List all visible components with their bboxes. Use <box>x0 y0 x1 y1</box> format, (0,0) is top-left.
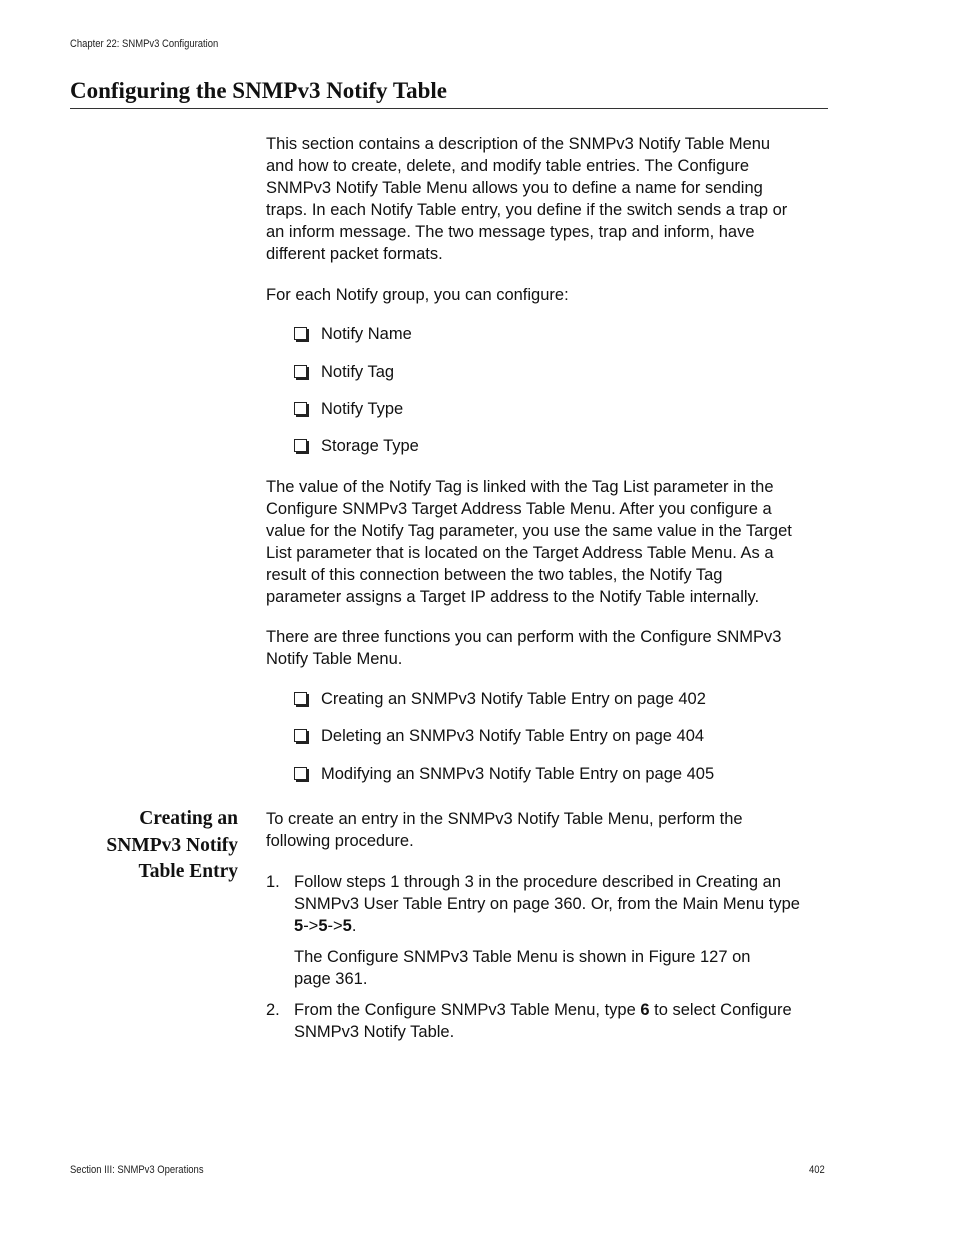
paragraph-line: parameter assigns a Target IP address to the Notify Table internally. <box>266 588 760 606</box>
sentence-end: . <box>351 917 357 935</box>
step-line: The Configure SNMPv3 Table Menu is shown in Figure 127 on <box>294 948 751 966</box>
paragraph-line: To create an entry in the SNMPv3 Notify Table Menu, perform the <box>266 810 743 828</box>
step-line: Follow steps 1 through 3 in the procedure described in Creating an <box>294 873 782 891</box>
intro-line: different packet formats. <box>266 245 443 263</box>
paragraph-line: result of this connection between the two tables, the Notify Tag <box>266 566 723 584</box>
cross-reference-link[interactable]: Creating an SNMPv3 Notify Table Entry on page 402 <box>321 690 706 708</box>
menu-key: 5 <box>342 917 352 935</box>
checkbox-bullet-icon <box>294 767 307 780</box>
key-separator: -> <box>303 917 319 935</box>
menu-key: 6 <box>640 1001 650 1019</box>
section-heading-line: Table Entry <box>138 861 238 882</box>
menu-key: 5 <box>318 917 328 935</box>
checkbox-bullet-icon <box>294 365 307 378</box>
page-number: 402 <box>809 1164 825 1176</box>
step-line: SNMPv3 Notify Table. <box>294 1023 455 1041</box>
running-header: Chapter 22: SNMPv3 Configuration <box>70 38 219 50</box>
checkbox-bullet-icon <box>294 439 307 452</box>
menu-key: 5 <box>294 917 304 935</box>
list-item <box>294 398 403 420</box>
intro-line: traps. In each Notify Table entry, you define if the switch sends a trap or <box>266 201 788 219</box>
paragraph-line: Notify Table Menu. <box>266 650 403 668</box>
paragraph-line: There are three functions you can perform with the Configure SNMPv3 <box>266 628 782 646</box>
checkbox-bullet-icon <box>294 327 307 340</box>
step-number: 1. <box>266 873 280 891</box>
configure-intro <box>266 284 828 306</box>
section-heading-line: Creating an <box>139 808 238 829</box>
intro-paragraph <box>266 133 828 265</box>
list-item <box>294 763 714 785</box>
checkbox-bullet-icon <box>294 692 307 705</box>
page-title: Configuring the SNMPv3 Notify Table <box>70 78 828 109</box>
checkbox-bullet-icon <box>294 729 307 742</box>
paragraph-line: following procedure. <box>266 832 414 850</box>
section-intro <box>266 808 828 852</box>
list-item-label: Notify Type <box>321 400 404 418</box>
list-item-label: Notify Name <box>321 325 412 343</box>
step-1-text <box>294 871 834 937</box>
list-item <box>294 435 419 457</box>
footer-section: Section III: SNMPv3 Operations <box>70 1164 204 1176</box>
configure-intro-text: For each Notify group, you can configure: <box>266 286 569 304</box>
notify-tag-paragraph <box>266 476 828 608</box>
step-number: 2. <box>266 1001 280 1019</box>
functions-paragraph <box>266 626 828 670</box>
step-line: page 361. <box>294 970 368 988</box>
step-line: SNMPv3 User Table Entry on page 360. Or, from the Main Menu type <box>294 895 800 913</box>
section-heading-line: SNMPv3 Notify <box>106 834 238 856</box>
paragraph-line: The value of the Notify Tag is linked with the Tag List parameter in the <box>266 478 774 496</box>
step-text-part: to select Configure <box>649 1001 792 1019</box>
list-item-label: Notify Tag <box>321 363 395 381</box>
step-1-note <box>294 946 834 990</box>
cross-reference-link[interactable]: Modifying an SNMPv3 Notify Table Entry on page 405 <box>321 765 715 783</box>
paragraph-line: value for the Notify Tag parameter, you use the same value in the Target <box>266 522 792 540</box>
intro-line: This section contains a description of the SNMPv3 Notify Table Menu <box>266 135 771 153</box>
list-item <box>294 323 412 345</box>
list-item <box>294 361 394 383</box>
paragraph-line: Configure SNMPv3 Target Address Table Menu. After you configure a <box>266 500 772 518</box>
list-item-label: Storage Type <box>321 437 419 455</box>
checkbox-bullet-icon <box>294 402 307 415</box>
intro-line: and how to create, delete, and modify table entries. The Configure <box>266 157 750 175</box>
list-item <box>294 725 704 747</box>
step-text-part: From the Configure SNMPv3 Table Menu, type <box>294 1001 641 1019</box>
cross-reference-link[interactable]: Deleting an SNMPv3 Notify Table Entry on page 404 <box>321 727 705 745</box>
section-heading <box>70 806 238 886</box>
step-2-text <box>294 999 834 1043</box>
key-separator: -> <box>327 917 343 935</box>
menu-key-sequence <box>294 915 834 937</box>
list-item <box>294 688 706 710</box>
paragraph-line: List parameter that is located on the Target Address Table Menu. As a <box>266 544 774 562</box>
intro-line: an inform message. The two message types, trap and inform, have <box>266 223 755 241</box>
intro-line: SNMPv3 Notify Table Menu allows you to define a name for sending <box>266 179 763 197</box>
step-line <box>294 999 834 1021</box>
